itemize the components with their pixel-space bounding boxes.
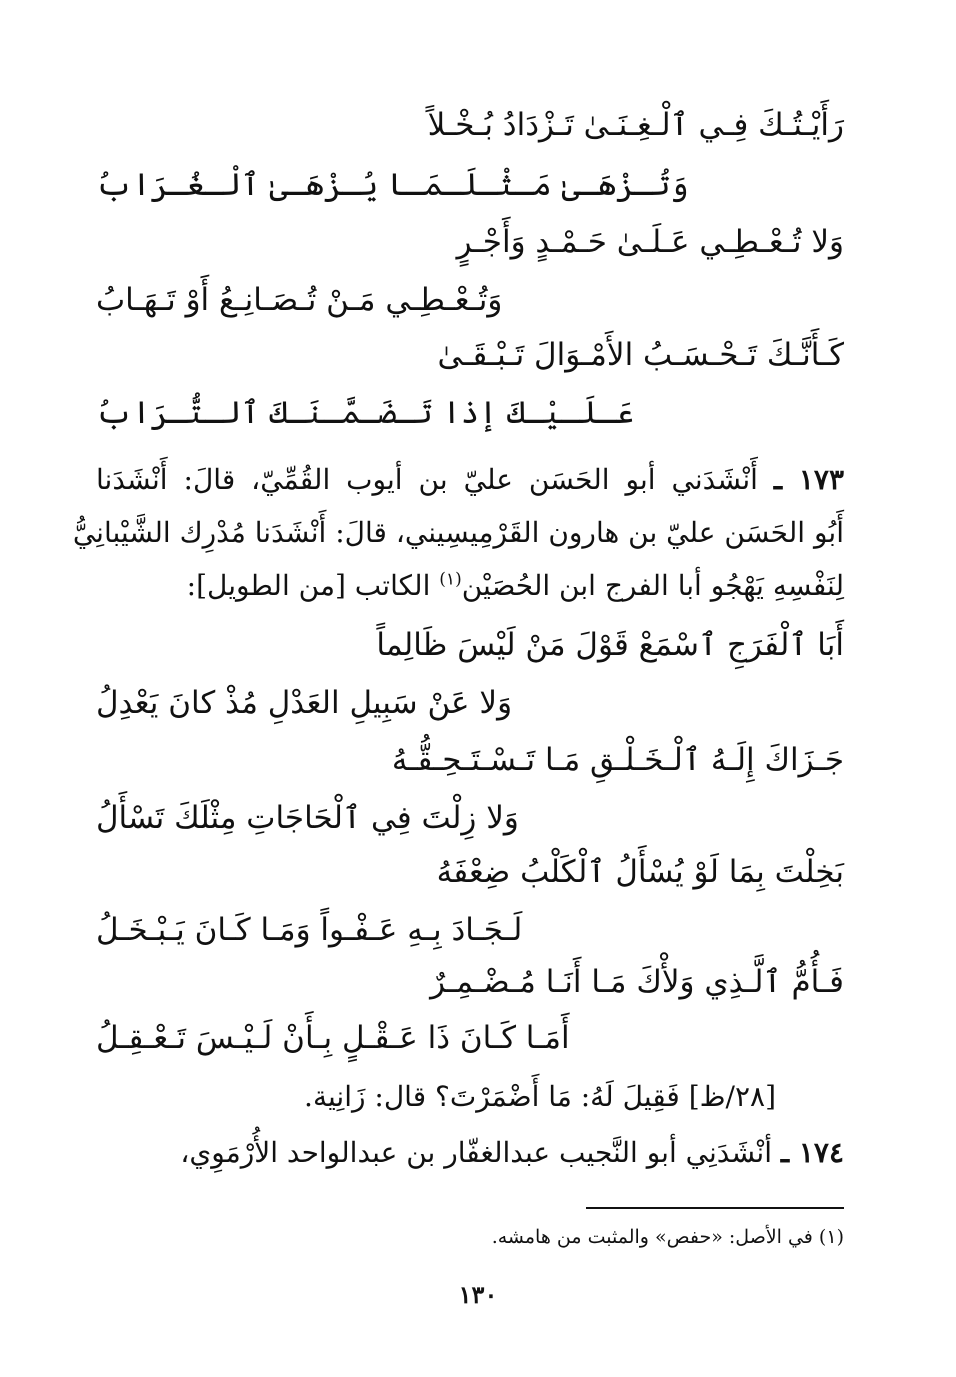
poem2-verse3-second-hemistich: لَـجَـادَ بِـهِ عَـفْـواً وَمَـا كَـانَ يَـبْـخَـلُ bbox=[96, 912, 523, 948]
footnote-separator bbox=[586, 1207, 844, 1209]
para173-line2: أَبُو الحَسَن عليّ بن هارون القَرْمِيسِيني، قالَ: أَنْشَدَنا مُدْرِك الشَّيْبانِيُّ bbox=[72, 516, 844, 549]
para173-number: ١٧٣ ـ bbox=[773, 463, 845, 496]
footnote-reference: (١) bbox=[439, 569, 462, 590]
poem1-verse3-second-hemistich: عَـلَـيْـكَ إذا تَـضَـمَّـنَـكَ ٱلـتُّـرَابُ bbox=[96, 395, 635, 431]
para173-line3 bbox=[96, 566, 844, 606]
page-number: ١٣٠ bbox=[458, 1280, 498, 1309]
para174-text: أنْشَدَنِي أبو النَّجيب عبدالغفّار بن عبدالواحد الأُرْمَوِي، bbox=[180, 1136, 773, 1169]
poem2-verse2-second-hemistich: وَلا زِلْتَ فِي ٱلْحَاجَاتِ مِثْلَكَ تَسْأَلُ bbox=[96, 800, 519, 836]
poem2-verse1-first-hemistich: أَبَا ٱلْفَرَجِ ٱسْمَعْ قَوْلَ مَنْ لَيْسَ ظَالِماً bbox=[376, 627, 844, 663]
manuscript-folio-line: [٢٨/ظ] فَقِيلَ لَهُ: مَا أَضْمَرْتَ؟ قال: زَانِية. bbox=[304, 1080, 776, 1113]
footnote: (١) في الأصل: «حفص» والمثبت من هامشه. bbox=[491, 1226, 844, 1248]
poem2-verse4-first-hemistich: فَـأُمُّ ٱلَّـذِي وَلأْكَ مَـا أَنَـا مُـضْـمِـرٌ bbox=[430, 964, 844, 1000]
para173-line1 bbox=[96, 460, 844, 500]
para173-line1-text: أَنْشَدَني أبو الحَسَن عليّ بن أيوب القُمِّيّ، قالَ: أَنْشَدَنا bbox=[96, 463, 758, 496]
para174-number: ١٧٤ ـ bbox=[780, 1136, 844, 1169]
poem1-verse3-first-hemistich: كَـأَنَّـكَ تَـحْـسَـبُ الأَمْـوَالَ تَـبْـقَـىٰ bbox=[437, 337, 844, 373]
para173-line3-text: لِنَفْسِهِ يَهْجُو أبا الفرج ابن الحُصَيْن bbox=[461, 569, 844, 602]
para173-line3-tail: الكاتب [من الطويل]: bbox=[186, 569, 440, 602]
poem1-verse2-second-hemistich: وَتُـعْـطِـي مَـنْ تُـصَـانِـعُ أَوْ تَـهَـابُ bbox=[96, 282, 503, 318]
poem2-verse1-second-hemistich: وَلا عَنْ سَبِيلِ العَدْلِ مُذْ كانَ يَعْدِلُ bbox=[96, 685, 513, 721]
poem1-verse2-first-hemistich: وَلا تُـعْـطِـي عَـلَـىٰ حَـمْـدٍ وَأَجْـرٍ bbox=[456, 224, 844, 260]
poem2-verse2-first-hemistich: جَـزَاكَ إِلَـهُ ٱلْـخَـلْـقِ مَـا تَـسْـتَـحِـقُّـهُ bbox=[391, 742, 844, 778]
para174-line1 bbox=[96, 1133, 844, 1173]
poem1-verse1-second-hemistich: وَتُـزْهَـىٰ مَـثْـلَـمَـا يُـزْهَـىٰ ٱلْـغُـرَابُ bbox=[96, 167, 689, 203]
poem2-verse3-first-hemistich: بَخِلْتَ بِمَا لَوْ يُسْأَلُ ٱلْكَلْبُ ضِعْفَهُ bbox=[436, 854, 844, 890]
poem2-verse4-second-hemistich: أَمَـا كَـانَ ذَا عَـقْـلٍ بِـأَنْ لَـيْـسَ تَـعْـقِـلُ bbox=[96, 1020, 570, 1056]
poem1-verse1-first-hemistich: رَأَيْـتُـكَ فِـي ٱلْـغِـنَـىٰ تَـزْدَادُ بُـخْـلاً bbox=[427, 107, 844, 143]
